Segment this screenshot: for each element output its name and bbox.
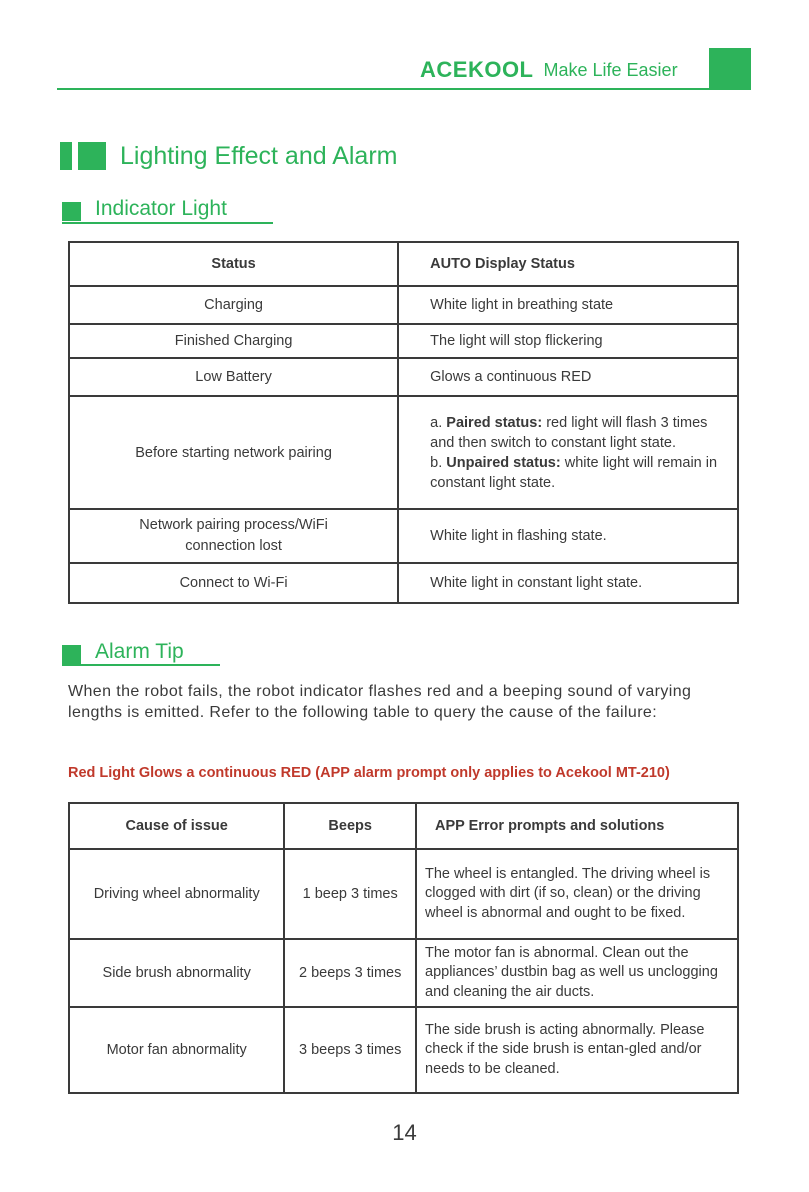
brand-tagline: Make Life Easier [543,59,678,80]
page-number: 14 [392,1120,417,1145]
unpaired-label: Unpaired status: [446,454,561,471]
table-row [69,939,738,1007]
table-row [69,358,738,396]
status-cell: Network pairing process/WiFi connection lost [69,509,398,563]
indicator-col-status: Status [69,242,398,286]
table-row [69,509,738,563]
alarm-paragraph: When the robot fails, the robot indicator flashes red and a beeping sound of varying lengths is emitted. Refer to the following table to query the cause of the failure: [68,683,692,721]
paired-label: Paired status: [446,414,543,431]
status-cell: Low Battery [69,358,398,396]
table-row [69,849,738,939]
display-cell [398,396,738,509]
solution-cell: The wheel is entangled. The driving wheel is clogged with dirt (if so, clean) or the driving wheel is abnormal and ought to be fixed. [416,849,738,939]
brand-logo: ACEKOOL [420,57,534,82]
alarm-col-beeps: Beeps [284,803,416,849]
status-cell: Finished Charging [69,324,398,358]
beeps-cell: 1 beep 3 times [284,849,416,939]
title-marker-large [78,142,106,170]
indicator-table [68,241,739,604]
display-cell: White light in breathing state [398,286,738,324]
table-row [69,396,738,509]
cause-cell: Motor fan abnormality [69,1007,284,1093]
solution-cell: The side brush is acting abnormally. Please check if the side brush is entan-gled and/or needs to be cleaned. [416,1007,738,1093]
unpaired-text: white light will remain in constant light state. [430,454,718,491]
table-row [69,286,738,324]
unpaired-prefix: b. [430,454,447,471]
beeps-cell: 3 beeps 3 times [284,1007,416,1093]
display-cell: White light in flashing state. [398,509,738,563]
alarm-heading-marker [62,645,81,664]
indicator-heading-text: Indicator Light [95,197,227,220]
indicator-heading-marker [62,202,81,221]
status-cell: Charging [69,286,398,324]
alarm-col-cause: Cause of issue [69,803,284,849]
alarm-heading [62,639,184,665]
table-row [69,563,738,603]
indicator-header-row [69,242,738,286]
title-marker-small [60,142,72,170]
status-cell: Before starting network pairing [69,396,398,509]
alarm-col-app: APP Error prompts and solutions [416,803,738,849]
alarm-heading-text: Alarm Tip [95,640,184,663]
indicator-heading-underline [62,222,273,224]
alarm-header-row [69,803,738,849]
indicator-col-auto: AUTO Display Status [398,242,738,286]
page-title-text: Lighting Effect and Alarm [120,141,398,170]
solution-cell: The motor fan is abnormal. Clean out the appliances’ dustbin bag as well us unclogging and cleaning the air ducts. [416,939,738,1007]
header-rule [57,88,750,90]
brand [420,56,678,84]
indicator-heading [62,196,227,222]
beeps-cell: 2 beeps 3 times [284,939,416,1007]
paired-text: red light will flash 3 times and then switch to constant light state. [430,414,708,451]
display-cell: Glows a continuous RED [398,358,738,396]
alarm-table [68,802,739,1094]
table-row [69,324,738,358]
table-row [69,1007,738,1093]
cause-cell: Side brush abnormality [69,939,284,1007]
cause-cell: Driving wheel abnormality [69,849,284,939]
alarm-heading-underline [62,664,220,666]
display-cell: The light will stop flickering [398,324,738,358]
paired-prefix: a. [430,414,447,431]
red-light-note: Red Light Glows a continuous RED (APP alarm prompt only applies to Acekool MT-210) [68,765,670,781]
page-title [60,140,398,172]
display-cell: White light in constant light state. [398,563,738,603]
header-corner-tab [709,48,751,90]
status-cell: Connect to Wi-Fi [69,563,398,603]
